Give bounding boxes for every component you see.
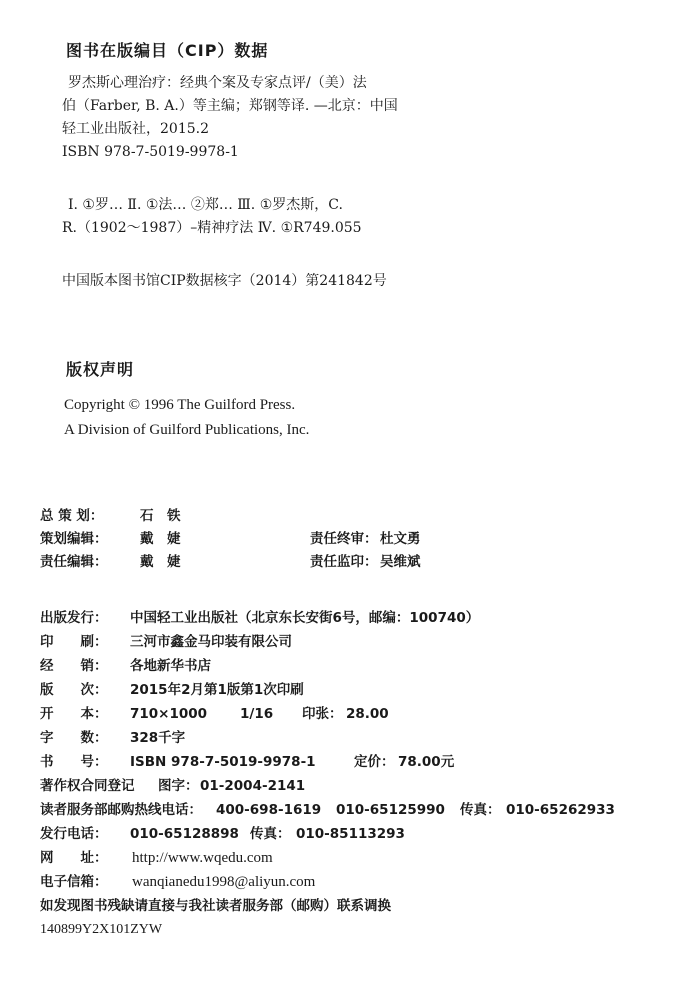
pub-label: 印张： xyxy=(302,706,343,722)
pub-value: 1/16 xyxy=(240,706,274,722)
credit-value: 戴 婕 xyxy=(140,531,181,547)
credit-value: 吴维斌 xyxy=(380,554,421,570)
copyright-notice xyxy=(64,393,309,443)
pub-label: 读者服务部邮购热线电话： xyxy=(40,802,202,818)
credit-label: 责任编辑： xyxy=(40,554,108,570)
credit-value: 石 铁 xyxy=(140,508,181,524)
cip-verification xyxy=(62,270,407,293)
cip-isbn-line: ISBN 978-7-5019-9978-1 xyxy=(62,144,239,160)
notice-text: 如发现图书残缺请直接与我社读者服务部（邮购）联系调换 xyxy=(40,898,391,914)
credit-label: 责任终审： xyxy=(310,531,378,547)
pub-label: 著作权合同登记 xyxy=(40,778,135,794)
copyright-heading: 版权声明 xyxy=(66,360,135,379)
pub-value: 010-65262933 xyxy=(506,802,615,818)
pub-value: 010-65125990 xyxy=(336,802,445,818)
pub-value: 010-85113293 xyxy=(296,826,405,842)
pub-row xyxy=(40,894,660,918)
credit-label: 总 策 划： xyxy=(40,508,104,524)
pub-label: 图字： xyxy=(158,778,199,794)
pub-row xyxy=(40,750,660,774)
cip-heading: 图书在版编目（CIP）数据 xyxy=(66,41,269,60)
pub-value: ISBN 978-7-5019-9978-1 xyxy=(130,754,316,770)
cip-line: 罗杰斯心理治疗：经典个案及专家点评/（美）法 xyxy=(68,75,367,91)
pub-row xyxy=(40,678,660,702)
email-link[interactable]: wanqianedu1998@aliyun.com xyxy=(132,874,316,890)
credit-label: 责任监印： xyxy=(310,554,378,570)
pub-row xyxy=(40,918,660,942)
pub-row xyxy=(40,630,660,654)
pub-row xyxy=(40,870,660,894)
pub-value: 01-2004-2141 xyxy=(200,778,306,794)
pub-row xyxy=(40,798,660,822)
pub-label: 传真： xyxy=(460,802,501,818)
cip-line: Ⅰ. ①罗… Ⅱ. ①法… ②郑… Ⅲ. ①罗杰斯，C. xyxy=(68,197,343,213)
pub-row xyxy=(40,654,660,678)
cip-line: 中国版本图书馆CIP数据核字（2014）第241842号 xyxy=(62,273,387,289)
pub-label: 定价： xyxy=(354,754,395,770)
pub-value: 710×1000 xyxy=(130,706,208,722)
pub-row xyxy=(40,774,660,798)
copyright-line: A Division of Guilford Publications, Inc. xyxy=(64,422,310,438)
cip-line: 轻工业出版社，2015.2 xyxy=(62,121,209,137)
pub-row xyxy=(40,702,660,726)
pub-label: 网 址： xyxy=(40,850,108,866)
pub-value: 28.00 xyxy=(346,706,389,722)
pub-label: 印 刷： xyxy=(40,634,108,650)
pub-label: 电子信箱： xyxy=(40,874,108,890)
cip-line: 伯（Farber, B. A.）等主编；郑钢等译. —北京：中国 xyxy=(62,98,398,114)
pub-value: 2015年2月第1版第1次印刷 xyxy=(130,682,304,698)
website-link[interactable]: http://www.wqedu.com xyxy=(132,850,273,866)
pub-label: 发行电话： xyxy=(40,826,108,842)
pub-row xyxy=(40,606,660,630)
pub-label: 出版发行： xyxy=(40,610,108,626)
credit-value: 戴 婕 xyxy=(140,554,181,570)
pub-value: 中国轻工业出版社（北京东长安街6号，邮编：100740） xyxy=(130,610,480,626)
pub-value: 328千字 xyxy=(130,730,186,746)
credit-row xyxy=(40,551,660,574)
pub-label: 开 本： xyxy=(40,706,108,722)
pub-value: 三河市鑫金马印装有限公司 xyxy=(130,634,292,650)
pub-value: 78.00元 xyxy=(398,754,455,770)
pub-row xyxy=(40,846,660,870)
pub-label: 字 数： xyxy=(40,730,108,746)
credit-row xyxy=(40,528,660,551)
cip-record xyxy=(62,72,407,164)
pub-label: 书 号： xyxy=(40,754,108,770)
pub-label: 传真： xyxy=(250,826,291,842)
pub-row xyxy=(40,726,660,750)
credit-label: 策划编辑： xyxy=(40,531,108,547)
publication-info xyxy=(40,606,660,942)
credit-row xyxy=(40,505,660,528)
pub-value: 各地新华书店 xyxy=(130,658,211,674)
cip-classification xyxy=(62,194,422,240)
pub-value: 400-698-1619 xyxy=(216,802,322,818)
credits-block xyxy=(40,505,660,574)
pub-row xyxy=(40,822,660,846)
pub-label: 版 次： xyxy=(40,682,108,698)
cip-line: R.（1902～1987）–精神疗法 Ⅳ. ①R749.055 xyxy=(62,220,362,236)
book-code: 140899Y2X101ZYW xyxy=(40,922,163,937)
pub-label: 经 销： xyxy=(40,658,108,674)
copyright-line: Copyright © 1996 The Guilford Press. xyxy=(64,397,296,413)
pub-value: 010-65128898 xyxy=(130,826,239,842)
credit-value: 杜文勇 xyxy=(380,531,421,547)
